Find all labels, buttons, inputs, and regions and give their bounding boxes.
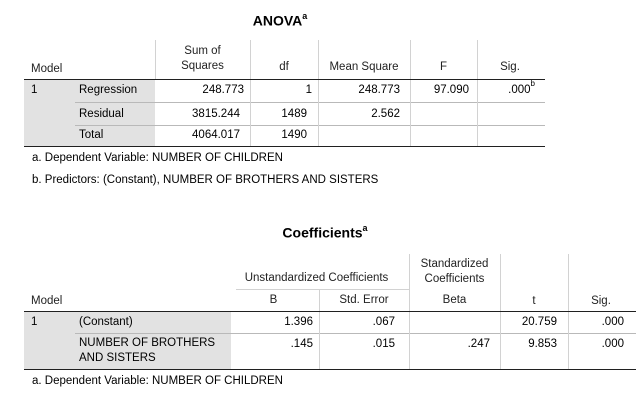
coefficients-title-superscript: a	[362, 223, 368, 233]
anova-header-mean-square: Mean Square	[329, 61, 399, 73]
anova-header-df: df	[279, 61, 289, 73]
coefficients-siblings-b: .145	[290, 338, 313, 350]
anova-regression-sum-squares: 248.773	[202, 84, 244, 96]
coefficients-title	[240, 224, 410, 241]
coefficients-row-label-siblings-line2: AND SISTERS	[79, 352, 156, 364]
anova-title	[200, 12, 360, 29]
anova-header-sig: Sig.	[500, 61, 520, 73]
anova-header-f: F	[439, 61, 448, 73]
anova-regression-sig-superscript: b	[530, 79, 535, 88]
coefficients-siblings-t: 9.853	[528, 338, 557, 350]
anova-total-sum-squares: 4064.017	[192, 129, 240, 141]
anova-footnote-b: b. Predictors: (Constant), NUMBER OF BROTHERS AND SISTERS	[32, 174, 379, 186]
coefficients-title-text: Coefficients	[282, 224, 363, 241]
coefficients-header-standardized-line1: Standardized	[420, 258, 489, 270]
anova-title-superscript: a	[302, 11, 308, 21]
coefficients-constant-std-error: .067	[372, 316, 395, 328]
coefficients-row-label-siblings-line1: NUMBER OF BROTHERS	[79, 337, 216, 349]
anova-residual-sum-squares: 3815.244	[192, 108, 240, 120]
anova-model-number: 1	[31, 84, 38, 96]
anova-residual-df: 1489	[281, 108, 307, 120]
anova-header-sum-squares-line1: Sum of	[184, 45, 221, 57]
anova-total-df: 1490	[281, 129, 307, 141]
anova-residual-mean-square: 2.562	[371, 108, 400, 120]
anova-regression-f: 97.090	[433, 84, 469, 96]
anova-regression-sig-value: .000	[508, 83, 531, 96]
anova-header-sum-squares-line2: Squares	[181, 60, 224, 72]
anova-header-model: Model	[31, 63, 63, 75]
coefficients-header-model: Model	[31, 295, 63, 307]
coefficients-siblings-sig: .000	[601, 338, 624, 350]
anova-regression-df: 1	[305, 84, 312, 96]
coefficients-constant-sig: .000	[601, 316, 624, 328]
anova-regression-mean-square: 248.773	[358, 84, 400, 96]
coefficients-header-standardized-line2: Coefficients	[424, 273, 485, 285]
anova-row-label-total: Total	[79, 129, 104, 141]
anova-regression-sig	[479, 81, 535, 96]
coefficients-constant-t: 20.759	[521, 316, 557, 328]
coefficients-header-std-error: Std. Error	[339, 294, 389, 306]
coefficients-row-label-constant: (Constant)	[79, 316, 133, 328]
coefficients-header-sig: Sig.	[591, 295, 611, 307]
coefficients-siblings-beta: .247	[467, 338, 490, 350]
coefficients-header-unstandardized: Unstandardized Coefficients	[244, 272, 389, 284]
coefficients-header-b: B	[269, 294, 278, 306]
coefficients-model-number: 1	[31, 316, 38, 328]
coefficients-header-t: t	[532, 295, 536, 307]
coefficients-siblings-std-error: .015	[372, 338, 395, 350]
coefficients-footnote-a: a. Dependent Variable: NUMBER OF CHILDREN	[32, 375, 283, 387]
anova-row-label-residual: Residual	[79, 108, 124, 120]
anova-title-text: ANOVA	[252, 12, 303, 29]
anova-footnote-a: a. Dependent Variable: NUMBER OF CHILDREN	[32, 152, 283, 164]
coefficients-header-beta: Beta	[442, 294, 467, 306]
coefficients-constant-b: 1.396	[284, 316, 313, 328]
anova-row-label-regression: Regression	[79, 84, 138, 96]
